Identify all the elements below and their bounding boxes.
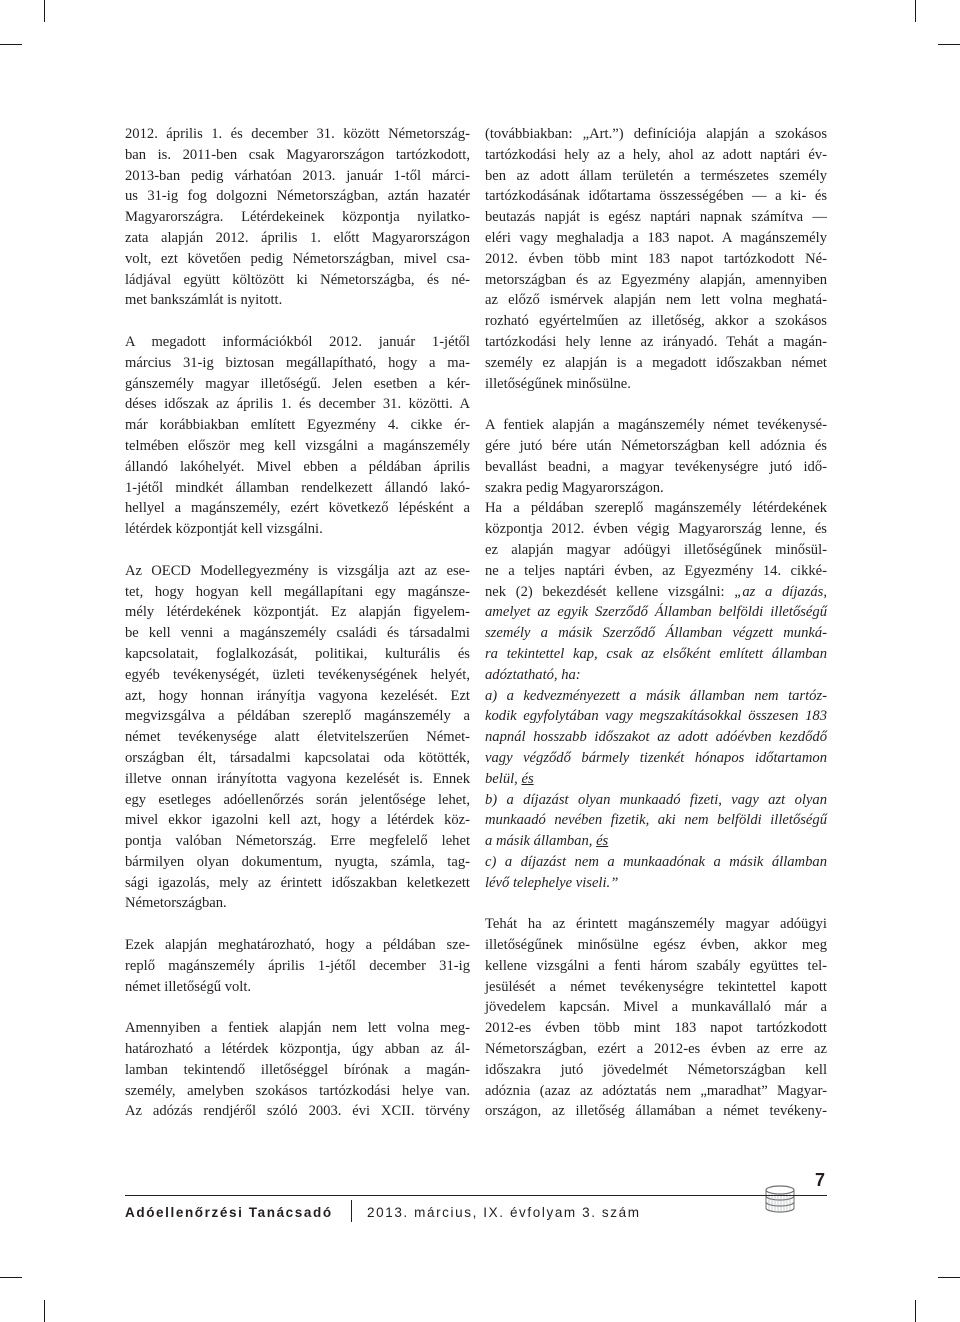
quote-line: b) a díjazást olyan munkaadó fizeti, vagy azt olyan bbox=[485, 791, 827, 808]
text-line: az előző ismérvek alapján nem lett volna meghatá- bbox=[485, 292, 827, 309]
text-line: ládjával együtt költözött ki Németországba, és né- bbox=[125, 271, 470, 288]
text-line: központja 2012. évben végig Magyarország lenne, és bbox=[485, 521, 827, 538]
text-line: egyéb tevékenységét, üzleti tevékenységének helyét, bbox=[125, 666, 470, 683]
text-line: Az OECD Modellegyezmény is vizsgálja azt az ese- bbox=[125, 562, 470, 579]
paragraph bbox=[125, 1018, 470, 1122]
text-line: kapcsolatait, foglalkozását, politikai, kulturális és bbox=[125, 645, 470, 662]
text-line: egy esetleges adóellenőrzés során jelentősége lehet, bbox=[125, 791, 470, 808]
paragraph bbox=[485, 415, 827, 498]
text-line: beutazás napját is egész naptári napnak számítva — bbox=[485, 209, 827, 226]
text-line: időszakra jutó jövedelmét Németországban kell bbox=[485, 1061, 827, 1078]
quote-line: napnál hosszabb időszakot az adott adóévben kezdődő bbox=[485, 729, 827, 746]
text-line: illetőségűnek minősülne. bbox=[485, 375, 631, 392]
text-line: jövedelem kapcsán. Mivel a munkavállaló már a bbox=[485, 999, 827, 1016]
text-line: szakra pedig Magyarországon. bbox=[485, 479, 664, 496]
text-line: Tehát ha az érintett magánszemély magyar adóügyi bbox=[485, 916, 827, 933]
paragraph bbox=[125, 332, 470, 540]
emphasized-and: és bbox=[521, 770, 534, 787]
text-line: megvizsgálva a példában szereplő magánszemély a bbox=[125, 708, 470, 725]
text-line: tartózkodásának időtartama összességében — a ki- és bbox=[485, 188, 827, 205]
text-line: illetve onnan irányította vagyona kezelését is. Ennek bbox=[125, 770, 470, 787]
text-line: 2013-ban pedig várhatóan 2013. január 1-től márci- bbox=[125, 167, 470, 184]
quote-line: adóztatható, ha: bbox=[485, 666, 581, 683]
text-line: be kell venni a magánszemély családi és társadalmi bbox=[125, 625, 470, 642]
text-line: már korábbiakban említett Egyezmény 4. cikke ér- bbox=[125, 417, 470, 434]
crop-mark bbox=[915, 0, 916, 22]
text-line: bevallást beadni, a magyar tevékenységre jutó idő- bbox=[485, 458, 827, 475]
paragraph bbox=[125, 124, 470, 311]
quote-line: belül, és bbox=[485, 770, 534, 787]
text-line: met bankszámlát is nyitott. bbox=[125, 292, 283, 309]
crop-mark bbox=[0, 1277, 22, 1278]
text-line: gére jutó bére után Németországban kell adóznia és bbox=[485, 437, 827, 454]
text-line: A fentiek alapján a magánszemély német tevékenysé- bbox=[485, 417, 827, 434]
text-line: déses időszak az április 1. és december 31. közötti. A bbox=[125, 396, 470, 413]
text-line: jesülését a német tevékenységre tekintettel kapott bbox=[485, 978, 827, 995]
coin-stack-icon bbox=[760, 1172, 804, 1216]
text-line: hellyel a magánszemély, ezért következő lépésként a bbox=[125, 500, 470, 517]
text-line: országon, az illetőség államában a német tevékeny- bbox=[485, 1103, 827, 1120]
right-text-column bbox=[485, 124, 827, 1122]
quote-line: a másik államban, és bbox=[485, 833, 609, 850]
text-line: Németországban. bbox=[125, 895, 227, 912]
crop-mark bbox=[0, 44, 22, 45]
text-line: ez alapján magyar adóügyi illetőségűnek minősül- bbox=[485, 541, 827, 558]
crop-mark bbox=[938, 1277, 960, 1278]
crop-mark bbox=[938, 44, 960, 45]
quote-line: c) a díjazást nem a munkaadónak a másik államban bbox=[485, 853, 827, 870]
paragraph bbox=[485, 124, 827, 394]
quote-line: kodik egyfolytában vagy megszakításokkal összesen 183 bbox=[485, 708, 827, 725]
text-line: illetőségűnek minősülne egész évben, akkor meg bbox=[485, 937, 827, 954]
text-line: A megadott információkból 2012. január 1-jétől bbox=[125, 333, 470, 350]
text-line: pontja valóban Németország. Erre megfelelő lehet bbox=[125, 833, 470, 850]
quote-line: a) a kedvezményezett a másik államban nem tartóz- bbox=[485, 687, 827, 704]
quote-line: amelyet az egyik Szerződő Államban belföldi illetőségű bbox=[485, 604, 827, 621]
text-line: bármilyen olyan dokumentum, nyugta, számla, tag- bbox=[125, 853, 470, 870]
crop-mark bbox=[915, 1300, 916, 1322]
text-line: telmében először meg kell vizsgálni a magánszemély bbox=[125, 437, 470, 454]
text-line: adóznia (azaz az adóztatás nem „maradhat” Magyar- bbox=[485, 1082, 827, 1099]
text-line: létérdek központját kell vizsgálni. bbox=[125, 521, 323, 538]
text-line: személy ez alapján is a megadott időszakban német bbox=[485, 354, 827, 371]
text-line: nek (2) bekezdését kellene vizsgálni: „az a díjazás, bbox=[485, 583, 827, 600]
quote-line: munkaadó nevében fizetik, aki nem belföldi illetőségű bbox=[485, 812, 827, 829]
text-line: eléri vagy meghaladja a 183 napot. A magánszemély bbox=[485, 229, 827, 246]
paragraph bbox=[485, 914, 827, 1122]
text-line: 2012-es évben több mint 183 napot tartózkodott bbox=[485, 1020, 827, 1037]
emphasized-and: és bbox=[596, 833, 609, 850]
text-line: kellene vizsgálni a fenti három szabály együttes tel- bbox=[485, 957, 827, 974]
text-line: Ezek alapján meghatározható, hogy a példában sze- bbox=[125, 937, 470, 954]
text-line: 1-jétől mindkét államban rendelkezett állandó lakó- bbox=[125, 479, 470, 496]
text-line: tartózkodási hely lenne az irányadó. Tehát a magán- bbox=[485, 333, 827, 350]
crop-mark bbox=[44, 1300, 45, 1322]
text-line: ben az adott állam területén a természetes személy bbox=[485, 167, 827, 184]
left-text-column bbox=[125, 124, 470, 1122]
quote-line: személy a másik Szerződő Államban végzett munká- bbox=[485, 625, 827, 642]
text-line: gánszemély magyar illetőségű. Jelen esetben a kér- bbox=[125, 375, 470, 392]
text-line: ne a teljes naptári évben, az Egyezmény 14. cikké- bbox=[485, 562, 827, 579]
crop-mark bbox=[44, 0, 45, 22]
text-line: metországban és az Egyezmény alapján, amennyiben bbox=[485, 271, 827, 288]
footer-separator bbox=[351, 1200, 352, 1222]
issue-info: 2013. március, IX. évfolyam 3. szám bbox=[367, 1205, 641, 1220]
text-line: országban élt, társadalmi kapcsolatai oda kötötték, bbox=[125, 749, 470, 766]
text-line: Ha a példában szereplő magánszemély létérdekének bbox=[485, 500, 827, 517]
text-line: sági igazolás, mely az érintett időszakban keletkezett bbox=[125, 874, 470, 891]
text-line: (továbbiakban: „Art.”) definíciója alapján a szokásos bbox=[485, 126, 827, 142]
paragraph bbox=[485, 498, 827, 893]
text-line: Az adózás rendjéről szóló 2003. évi XCII. törvény bbox=[125, 1103, 470, 1120]
paragraph bbox=[125, 561, 470, 915]
text-line: azt, hogy honnan irányítja vagyona kezelését. Ezt bbox=[125, 687, 470, 704]
text-line: német illetőségű volt. bbox=[125, 978, 252, 995]
text-line: 2012. április 1. és december 31. között Németország- bbox=[125, 126, 470, 142]
quote-line: vagy végződő bármely tizenkét hónapos időtartamon bbox=[485, 749, 827, 766]
text-line: us 31-ig fog dolgozni Németországban, aztán hazatér bbox=[125, 188, 470, 205]
text-line: Amennyiben a fentiek alapján nem lett volna meg- bbox=[125, 1020, 470, 1037]
text-line: mély létérdekének központját. Ez alapján figyelem- bbox=[125, 604, 470, 621]
text-line: március 31-ig biztosan megállapítható, hogy a ma- bbox=[125, 354, 470, 371]
footer-divider bbox=[125, 1195, 827, 1196]
text-line: állandó lakóhelyét. Mivel ebben a példában április bbox=[125, 458, 470, 475]
text-line: lamban tekintendő illetőséggel bírónak a magán- bbox=[125, 1061, 470, 1078]
text-line: német tevékenysége alatt életvitelszerűen Német- bbox=[125, 729, 470, 746]
text-line: Magyarországra. Létérdekeinek központja nyilatko- bbox=[125, 209, 470, 226]
publication-title: Adóellenőrzési Tanácsadó bbox=[125, 1205, 333, 1220]
text-line: rozható egyértelműen az illetőség, akkor a szokásos bbox=[485, 313, 827, 330]
paragraph bbox=[125, 935, 470, 997]
quote-line: ra tekintettel kap, csak az elsőként említett államban bbox=[485, 645, 827, 662]
text-line: személy, amelyben szokásos tartózkodási helye van. bbox=[125, 1082, 470, 1099]
text-line: ban is. 2011-ben csak Magyarországon tartózkodott, bbox=[125, 146, 470, 163]
text-line: határozható a létérdek központja, úgy abban az ál- bbox=[125, 1041, 470, 1058]
text-line: mivel ekkor igazolni kell azt, hogy a létérdek köz- bbox=[125, 812, 470, 829]
text-line: 2012. évben több mint 183 napot tartózkodott Né- bbox=[485, 250, 827, 267]
text-line: zata alapján 2012. április 1. előtt Magyarországon bbox=[125, 229, 470, 246]
quote-line: lévő telephelye viseli.” bbox=[485, 874, 619, 891]
text-line: tet, hogy hogyan kell megállapítani egy magánsze- bbox=[125, 583, 470, 600]
text-line: Németországban, ezért a 2012-es évben az erre az bbox=[485, 1041, 827, 1058]
text-line: volt, ezt követően pedig Németországban, mivel csa- bbox=[125, 250, 470, 267]
text-line: replő magánszemély április 1-jétől december 31-ig bbox=[125, 957, 470, 974]
page-number: 7 bbox=[814, 1170, 825, 1190]
text-line: tartózkodási hely az a hely, ahol az adott naptári év- bbox=[485, 146, 827, 163]
